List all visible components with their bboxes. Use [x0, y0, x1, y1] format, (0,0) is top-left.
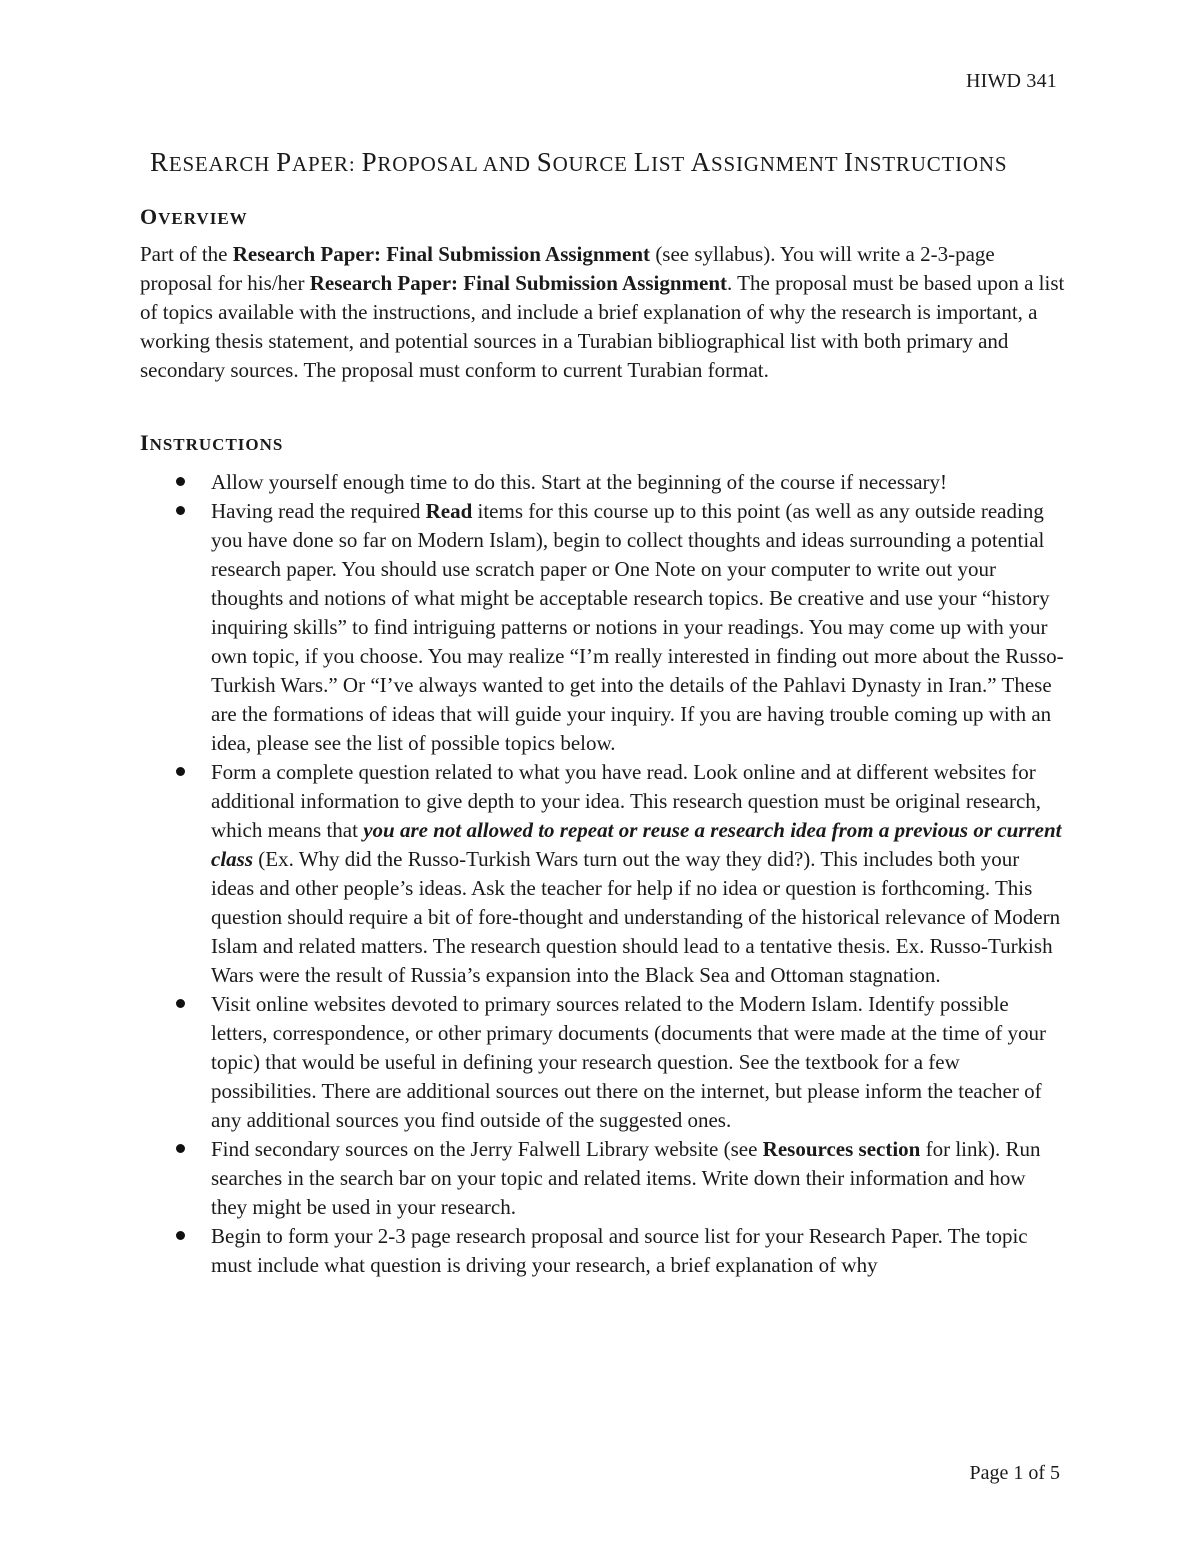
page-number: Page 1 of 5	[969, 1462, 1060, 1484]
bullet-icon	[176, 1144, 185, 1153]
bullet-icon	[176, 1231, 185, 1240]
instructions-list	[140, 468, 1065, 1280]
bullet-icon	[176, 767, 185, 776]
bullet-icon	[176, 477, 185, 486]
list-item: Having read the required Read items for this course up to this point (as well as any outside reading you have done so far on Modern Islam), begin to collect thoughts and ideas surrounding a potential research paper. You should use scratch paper or One Note on your computer to write out your thoughts and notions of what might be acceptable research topics. Be creative and use your “history inquiring skills” to find intriguing patterns or notions in your readings. You may come up with your own topic, if you choose. You may realize “I’m really interested in finding out more about the Russo-Turkish Wars.” Or “I’ve always wanted to get into the details of the Pahlavi Dynasty in Iran.” These are the formations of ideas that will guide your inquiry. If you are having trouble coming up with an idea, please see the list of possible topics below.	[140, 497, 1065, 758]
list-item: Allow yourself enough time to do this. Start at the beginning of the course if necessary!	[140, 468, 1065, 497]
document-title: RESEARCH PAPER: PROPOSAL AND SOURCE LIST ASSIGNMENT INSTRUCTIONS	[150, 147, 1008, 177]
list-item: Find secondary sources on the Jerry Falwell Library website (see Resources section for link). Run searches in the search bar on your topic and related items. Write down their information and how they might be used in your research.	[140, 1135, 1065, 1222]
bullet-icon	[176, 999, 185, 1008]
overview-paragraph: Part of the Research Paper: Final Submission Assignment (see syllabus). You will write a 2-3-page proposal for his/her Research Paper: Final Submission Assignment. The proposal must be based upon a list of topics available with the instructions, and include a brief explanation of why the research is important, a working thesis statement, and potential sources in a Turabian bibliographical list with both primary and secondary sources. The proposal must conform to current Turabian format.	[140, 242, 1065, 382]
instructions-heading: INSTRUCTIONS	[140, 430, 284, 455]
overview-heading: OVERVIEW	[140, 204, 248, 229]
list-item: Visit online websites devoted to primary sources related to the Modern Islam. Identify possible letters, correspondence, or other primary documents (documents that were made at the time of your topic) that would be useful in defining your research question. See the textbook for a few possibilities. There are additional sources out there on the internet, but please inform the teacher of any additional sources you find outside of the suggested ones.	[140, 990, 1065, 1135]
list-item: Form a complete question related to what you have read. Look online and at different websites for additional information to give depth to your idea. This research question must be original research, which means that you are not allowed to repeat or reuse a research idea from a previous or current class (Ex. Why did the Russo-Turkish Wars turn out the way they did?). This includes both your ideas and other people’s ideas. Ask the teacher for help if no idea or question is forthcoming. This question should require a bit of fore-thought and understanding of the historical relevance of Modern Islam and related matters. The research question should lead to a tentative thesis. Ex. Russo-Turkish Wars were the result of Russia’s expansion into the Black Sea and Ottoman stagnation.	[140, 758, 1065, 990]
list-item: Begin to form your 2-3 page research proposal and source list for your Research Paper. The topic must include what question is driving your research, a brief explanation of why	[140, 1222, 1065, 1280]
course-code: HIWD 341	[965, 70, 1057, 92]
bullet-icon	[176, 506, 185, 515]
